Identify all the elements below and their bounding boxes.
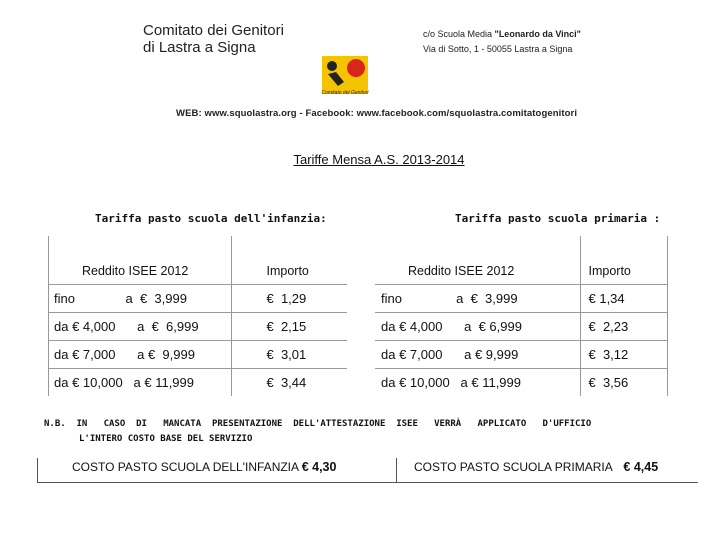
table-row (48, 369, 347, 397)
table-row (48, 285, 347, 313)
organization-line-1: Comitato dei Genitori (143, 22, 284, 39)
primaria-amount: € 2,23 (580, 313, 668, 341)
primaria-cost-label: COSTO PASTO SCUOLA PRIMARIA (414, 460, 613, 474)
primaria-range: da € 4,000 a € 6,999 (375, 313, 580, 341)
isee-note (44, 417, 591, 447)
note-line-1: N.B. IN CASO DI MANCATA PRESENTAZIONE DELL'ATTESTAZIONE ISEE VERRÀ APPLICATO D'UFFICIO (44, 419, 592, 429)
primaria-col-importo: Importo (580, 236, 668, 285)
logo-figure-head (327, 61, 337, 71)
table-row (375, 341, 668, 369)
table-row (48, 341, 347, 369)
address-line-2: Via di Sotto, 1 - 50055 Lastra a Signa (423, 44, 573, 54)
address-school: "Leonardo da Vinci" (494, 29, 581, 39)
logo-text: Comitato dei Genitori (321, 90, 369, 96)
infanzia-base-cost (72, 460, 336, 474)
primaria-cost-value: € 4,45 (623, 460, 659, 474)
committee-logo (318, 52, 372, 100)
primaria-col-reddito: Reddito ISEE 2012 (375, 236, 580, 285)
infanzia-amount: € 1,29 (231, 285, 347, 313)
primaria-range: da € 7,000 a € 9,999 (375, 341, 580, 369)
infanzia-range: da € 4,000 a € 6,999 (48, 313, 231, 341)
web-links: WEB: www.squolastra.org - Facebook: www.facebook.com/squolastra.comitatogenitori (176, 108, 578, 119)
infanzia-range: da € 7,000 a € 9,999 (48, 341, 231, 369)
organization-line-2: di Lastra a Signa (143, 39, 256, 56)
logo-red-shape (347, 59, 365, 77)
table-row (375, 285, 668, 313)
primaria-base-cost (414, 460, 658, 474)
organization-address (423, 27, 581, 57)
infanzia-range: fino a € 3,999 (48, 285, 231, 313)
infanzia-range: da € 10,000 a € 11,999 (48, 369, 231, 397)
base-cost-box (37, 458, 698, 483)
primaria-amount: € 3,12 (580, 341, 668, 369)
infanzia-col-importo: Importo (231, 236, 347, 285)
primaria-range: fino a € 3,999 (375, 285, 580, 313)
infanzia-amount: € 3,01 (231, 341, 347, 369)
infanzia-amount: € 3,44 (266, 375, 307, 390)
page-title: Tariffe Mensa A.S. 2013-2014 (293, 152, 465, 167)
organization-name (143, 22, 284, 56)
infanzia-cost-label: COSTO PASTO SCUOLA DELL'INFANZIA (72, 460, 299, 474)
base-cost-divider (396, 458, 397, 482)
primaria-amount: € 1,34 (580, 285, 668, 313)
table-row (375, 369, 668, 397)
infanzia-header-row (48, 236, 347, 285)
primaria-table-title: Tariffa pasto scuola primaria : (455, 212, 661, 225)
infanzia-table-title: Tariffa pasto scuola dell'infanzia: (95, 212, 327, 225)
primaria-range: da € 10,000 a € 11,999 (375, 369, 580, 397)
note-line-2: L'INTERO COSTO BASE DEL SERVIZIO (79, 434, 253, 444)
primaria-amount: € 3,56 (588, 375, 629, 390)
infanzia-amount: € 2,15 (231, 313, 347, 341)
primaria-header-row (375, 236, 668, 285)
infanzia-col-reddito: Reddito ISEE 2012 (48, 236, 231, 285)
infanzia-cost-value: € 4,30 (301, 460, 337, 474)
address-prefix: c/o Scuola Media (423, 29, 495, 39)
infanzia-rate-table (48, 236, 347, 396)
primaria-rate-table (375, 236, 668, 396)
table-row (48, 313, 347, 341)
table-row (375, 313, 668, 341)
